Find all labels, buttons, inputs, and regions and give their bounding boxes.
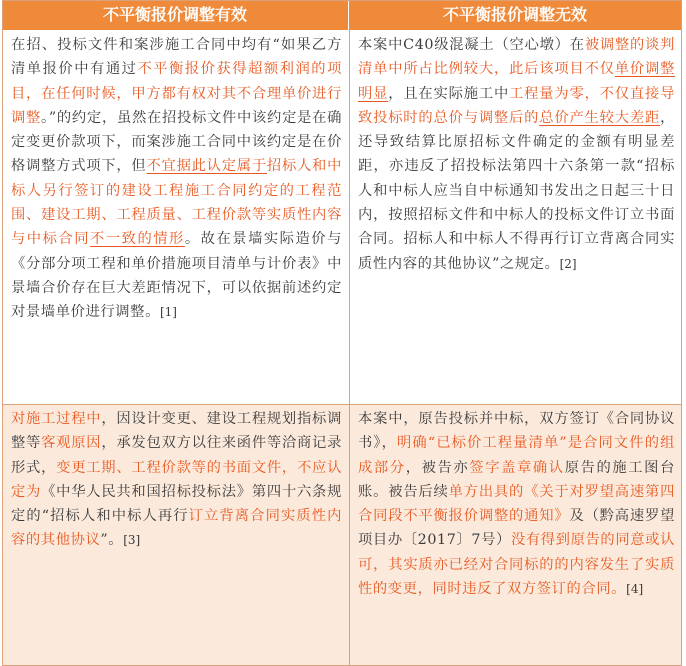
body-text: ”。 [100,532,124,549]
row-divider [2,404,682,405]
highlighted-text: 签字盖章确认 [469,459,565,476]
highlighted-text: 单价调整明显 [358,61,675,102]
case-4-cell [349,404,682,666]
highlighted-text: 订立背离合同实质性内容的其他协议 [11,508,343,549]
body-text: ，承发包双方以往来函件等洽商记录形式， [11,435,342,476]
highlighted-text: 没有得到原告的同意或认可，其实质亦已经对合同标的的内容发生了实质性的变更，同时违反了双方签订的合同。 [358,532,675,598]
highlighted-text: 客观原因 [41,435,102,452]
highlighted-text: 不一致的情形 [90,231,185,248]
column-divider [349,30,350,666]
highlighted-text: 不宜据此认定属于 [146,158,267,175]
highlighted-text: 明确“已标价工程量清单”是合同文件的组成部分 [358,435,675,476]
body-text: 本案中C40级混凝土（空心墩）在 [358,37,585,53]
highlighted-text: 工程量为零，不仅直接导致投标时的总价与调整后的 [358,85,675,126]
highlighted-text: 总价产生较大差距 [539,109,661,126]
body-text: ，因设计变更、建设工程规划指标调整等 [11,411,342,452]
body-text: 及（黔高速罗望项目办〔2017〕7号） [358,508,675,549]
highlighted-text: 不平衡报价获得超额利润的项目，在任何时候，甲方都有权对其不合理单价进行调整 [11,61,342,126]
body-text: ，还导致结算比原招标文件确定的金额有明显差距，亦违反了招投标法第四十六条第一款“招标人和中标人应当自中标通知书发出之日起三十日内，按照招标文件和中标人的投标文件订立书面合同。招标人和中标人不得再行订立背离合同实质性内容的其他协议”之规定。 [358,109,675,272]
body-text: 。”的约定，虽然在招投标文件中该约定是在确定变更价款项下，而案涉施工合同中该约定是在价格调整方式项下，但 [11,109,342,175]
highlighted-text: 被调整的谈判清单中所占比例较大，此后该项目不仅 [358,37,675,78]
highlighted-text: 对施工过程中 [11,411,102,427]
case-2-cell [349,30,682,404]
citation-ref: [3] [123,533,141,548]
comparison-table [2,0,682,666]
header-adjustment-invalid: 不平衡报价调整无效 [349,0,682,30]
highlighted-text: 招标人和中标人另行签订的建设工程施工合同约定的工程范围、建设工期、工程质量、工程价款等实质性内容与中标合同 [11,158,342,248]
case-1-cell [2,30,349,404]
body-text: ，被告亦 [405,459,470,476]
body-text: 。故在景墙实际造价与《分部分项工程和单价措施项目清单与计价表》中景墙合价存在巨大差距情况下，可以依据前述约定对景墙单价进行调整。 [11,231,342,321]
body-text: 在招、投标文件和案涉施工合同中均有“如果乙方清单报价中有通过 [11,37,342,78]
body-text: 原告的施工图台账。被告后续 [358,459,675,500]
header-adjustment-valid: 不平衡报价调整有效 [2,0,349,30]
citation-ref: [4] [626,582,644,597]
highlighted-text: 单方出具的《关于对罗望高速第四合同段不平衡报价调整的通知》 [358,483,676,525]
body-text: ，且在实际施工中 [388,85,510,102]
citation-ref: [2] [559,256,577,271]
highlighted-text: 变更工期、工程价款等的书面文件，不应认定为 [11,459,342,500]
body-text: 《中华人民共和国招标投标法》第四十六条规定的“招标人和中标人再行 [11,483,342,525]
body-text: 本案中，原告投标并中标，双方签订《合同协议书》， [358,411,675,452]
case-3-cell [2,404,349,666]
citation-ref: [1] [159,305,177,320]
